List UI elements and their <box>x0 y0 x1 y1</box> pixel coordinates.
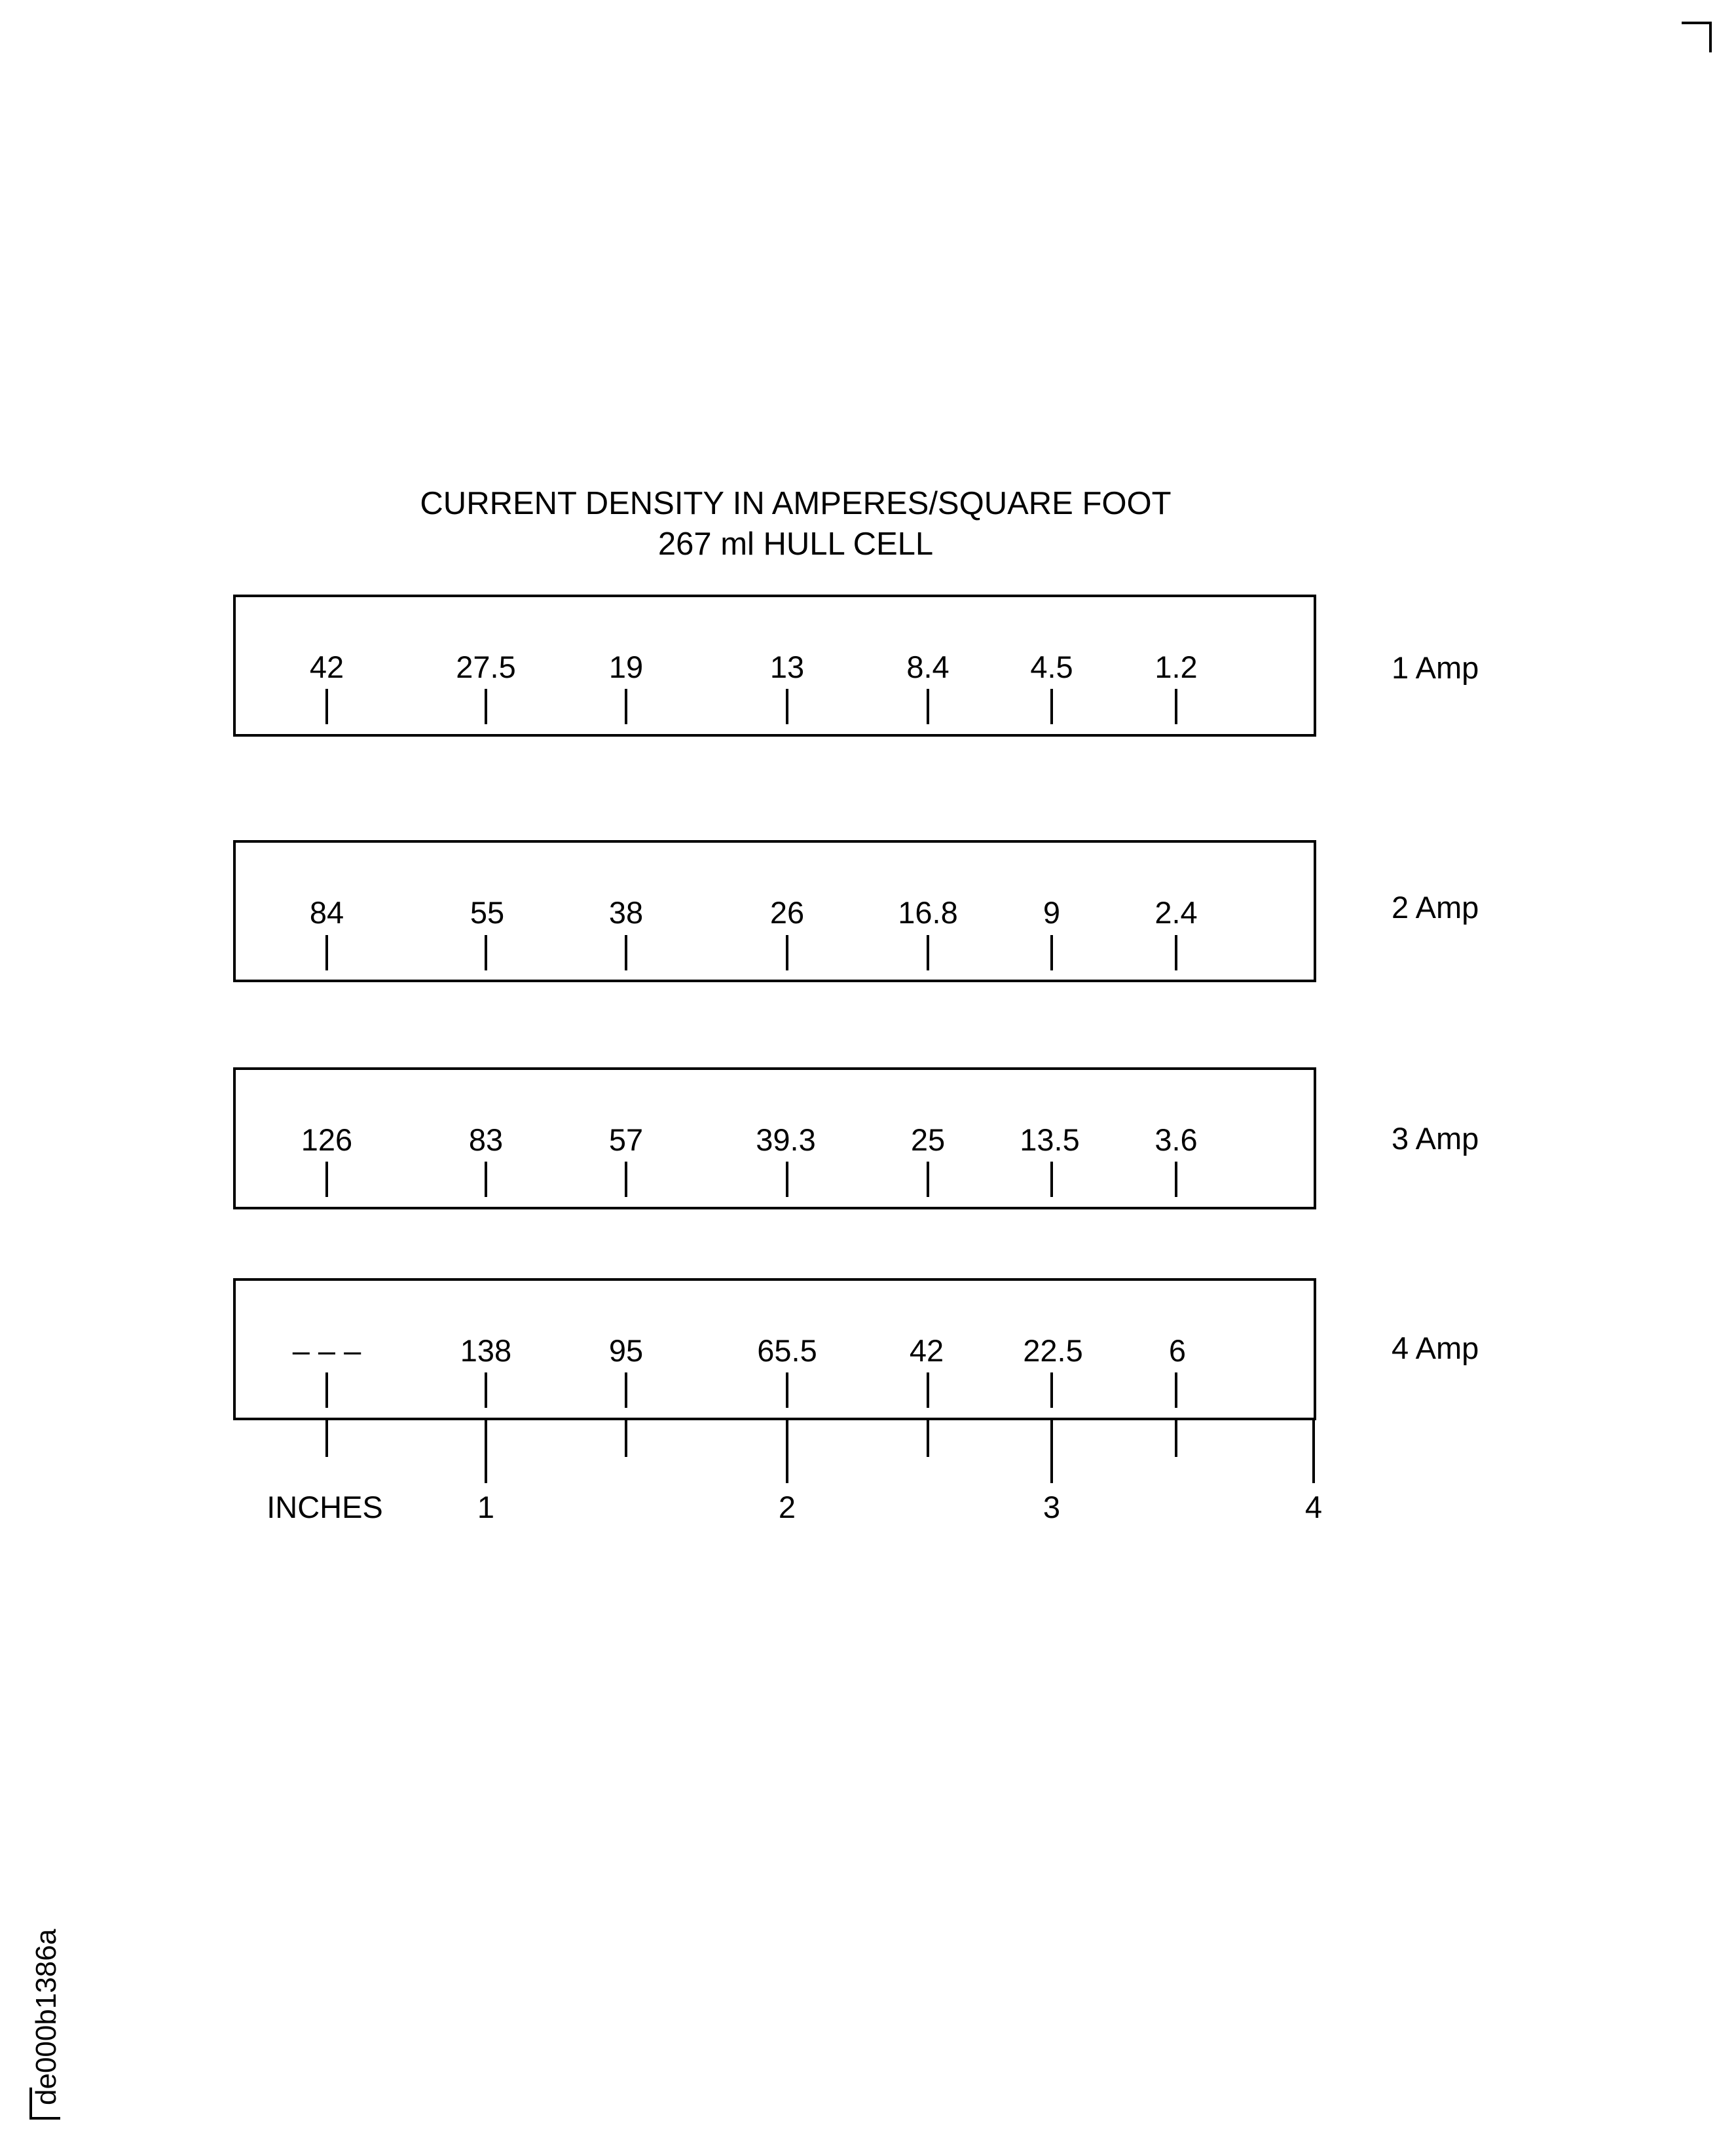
density-value: 6 <box>1168 1333 1187 1368</box>
density-value: 138 <box>460 1333 512 1368</box>
density-value: 16.8 <box>898 895 958 930</box>
density-value: 84 <box>309 895 344 930</box>
density-value: 39.3 <box>756 1122 816 1157</box>
density-value: 57 <box>608 1122 644 1157</box>
panel-3-amp <box>234 1069 1479 1208</box>
density-value: 19 <box>608 650 644 684</box>
density-value: 8.4 <box>906 650 950 684</box>
density-value: 13.5 <box>1020 1122 1080 1157</box>
density-value: 42 <box>909 1333 944 1368</box>
density-value: 27.5 <box>456 650 516 684</box>
density-value: 38 <box>608 895 644 930</box>
density-value: 42 <box>309 650 344 684</box>
crop-mark-top-right <box>1682 23 1710 52</box>
figure-id: de000b1386a <box>30 1928 62 2105</box>
scale-major-label: 4 <box>1304 1490 1323 1524</box>
amp-label: 3 Amp <box>1392 1121 1479 1156</box>
panel-2-amp <box>234 841 1479 981</box>
density-value: 9 <box>1043 895 1061 930</box>
density-value: 4.5 <box>1030 650 1073 684</box>
inch-scale <box>267 1419 1322 1524</box>
scale-major-label: 3 <box>1043 1490 1061 1524</box>
density-value: – – – <box>292 1333 361 1368</box>
panel-4-amp <box>234 1279 1479 1419</box>
density-value: 2.4 <box>1154 895 1198 930</box>
diagram-title: CURRENT DENSITY IN AMPERES/SQUARE FOOT <box>420 486 1172 521</box>
density-value: 25 <box>910 1122 946 1157</box>
amp-label: 4 Amp <box>1392 1331 1479 1365</box>
scale-major-label: 1 <box>477 1490 495 1524</box>
scale-unit-label: INCHES <box>267 1490 383 1524</box>
amp-label: 1 Amp <box>1392 650 1479 685</box>
panel-1-amp <box>234 596 1479 735</box>
amp-label: 2 Amp <box>1392 890 1479 925</box>
density-value: 126 <box>301 1122 353 1157</box>
density-value: 95 <box>608 1333 644 1368</box>
scale-major-label: 2 <box>778 1490 796 1524</box>
density-value: 3.6 <box>1154 1122 1198 1157</box>
density-value: 55 <box>470 895 505 930</box>
density-value: 83 <box>468 1122 504 1157</box>
density-value: 22.5 <box>1023 1333 1083 1368</box>
diagram-subtitle: 267 ml HULL CELL <box>657 526 934 562</box>
density-value: 26 <box>769 895 805 930</box>
density-value: 13 <box>769 650 805 684</box>
density-value: 65.5 <box>757 1333 817 1368</box>
density-value: 1.2 <box>1154 650 1198 684</box>
